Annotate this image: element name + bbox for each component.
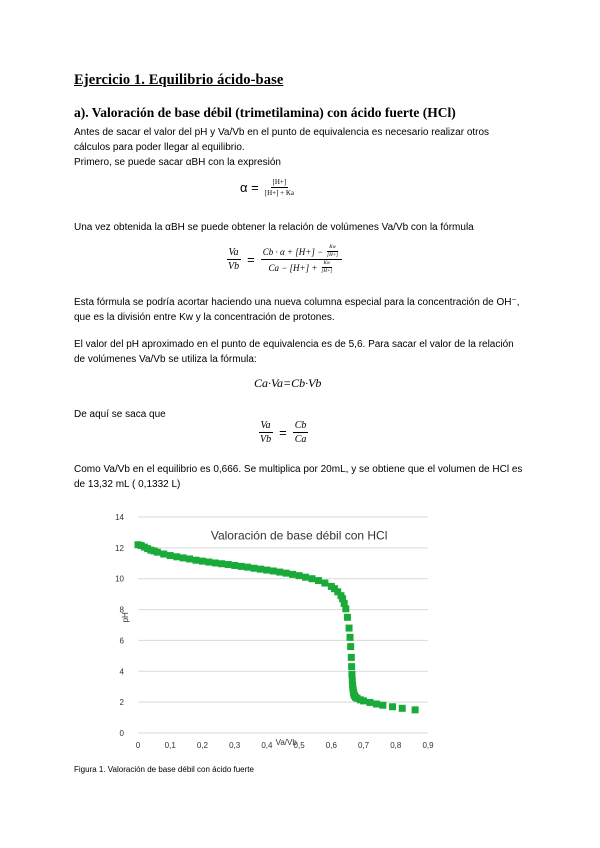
- data-point: [344, 614, 351, 621]
- paragraph-result: Como Va/Vb en el equilibrio es 0,666. Se multiplica por 20mL, y se obtiene que el volumen de HCl es de 13,32 mL ( 0,1332 L): [74, 464, 523, 490]
- y-tick-label: 0: [119, 729, 124, 738]
- volume-ratio-equation: $\frac{Va}{Vb}$ = Cb · α + [H+] − $\frac{Kw}{[H+]}$ Ca − [H+] + $\frac{Kw}{[H+]}$: [226, 245, 342, 274]
- chart-title: Valoración de base débil con HCl: [210, 528, 388, 543]
- data-point: [212, 559, 219, 566]
- data-point: [231, 562, 238, 569]
- y-tick-label: 2: [119, 698, 124, 708]
- paragraph-volume-ratio: Una vez obtenida la αBH se puede obtener la relación de volúmenes Va/Vb con la fórmula: [74, 222, 474, 233]
- simple-equation: Ca·Va=Cb·Vb: [254, 376, 322, 390]
- data-point: [347, 643, 354, 650]
- figure-caption: Figura 1. Valoración de base débil con ácido fuerte: [74, 765, 254, 774]
- data-point: [263, 567, 270, 574]
- data-point: [186, 555, 193, 562]
- data-point: [167, 552, 174, 559]
- data-point: [309, 575, 316, 582]
- data-point: [360, 697, 367, 704]
- x-tick-label: 0,1: [164, 741, 176, 750]
- data-point: [276, 569, 283, 576]
- y-tick-label: 12: [115, 543, 124, 553]
- data-point: [347, 634, 354, 641]
- y-tick-label: 14: [115, 513, 124, 522]
- data-point: [321, 580, 328, 587]
- page-heading: Ejercicio 1. Equilibrio ácido-base: [74, 72, 284, 88]
- data-point: [180, 554, 187, 561]
- data-point: [218, 560, 225, 567]
- data-point: [251, 565, 258, 572]
- data-point: [389, 703, 396, 710]
- y-tick-label: 8: [119, 605, 124, 615]
- y-tick-label: 10: [115, 574, 124, 584]
- data-point: [244, 564, 251, 571]
- x-tick-label: 0,2: [196, 741, 209, 750]
- paragraph-shorten: Esta fórmula se podría acortar haciendo una nueva columna especial para la concentración de OH⁻, que es la división entre Kw y la concentración de protones.: [74, 297, 520, 323]
- data-point: [367, 699, 374, 706]
- data-point: [302, 574, 309, 581]
- data-point: [296, 572, 303, 579]
- data-point: [199, 558, 206, 565]
- x-tick-label: 0,6: [325, 741, 337, 750]
- data-point: [348, 654, 355, 661]
- x-tick-label: 0: [135, 741, 141, 750]
- x-tick-label: 0,5: [293, 741, 305, 750]
- data-point: [205, 559, 212, 566]
- data-point: [348, 671, 355, 678]
- data-point: [257, 566, 264, 573]
- data-point: [315, 577, 322, 584]
- data-point: [173, 553, 180, 560]
- data-point: [342, 605, 349, 612]
- data-point: [348, 663, 355, 670]
- y-tick-label: 6: [119, 636, 124, 646]
- x-axis-label: Va/Vb: [275, 738, 297, 747]
- section-heading: a). Valoración de base débil (trimetilamina) con ácido fuerte (HCl): [74, 105, 456, 120]
- data-point: [412, 706, 419, 713]
- paragraph-intro: Antes de sacar el valor del pH y Va/Vb en el punto de equivalencia es necesario realizar otros cálculos para poder llegar al equilibrio. Primero, se puede sacar αBH con la expresión: [74, 127, 490, 168]
- y-tick-label: 4: [119, 667, 124, 677]
- data-point: [154, 549, 161, 556]
- paragraph-from-here: De aquí se saca que: [74, 409, 166, 420]
- data-point: [238, 563, 245, 570]
- x-tick-label: 0,8: [390, 741, 402, 750]
- x-tick-label: 0,9: [422, 741, 434, 750]
- data-point: [373, 700, 380, 707]
- data-point: [270, 568, 277, 575]
- y-axis-label: pH: [121, 612, 130, 623]
- x-tick-label: 0,4: [261, 741, 273, 750]
- data-point: [289, 571, 296, 578]
- data-point: [379, 702, 386, 709]
- ratio-equation: $\frac{Va}{Vb}$ = $\frac{Cb}{Ca}$: [260, 420, 307, 445]
- data-point: [346, 625, 353, 632]
- data-point: [160, 551, 167, 558]
- data-point: [399, 705, 406, 712]
- x-tick-label: 0,7: [357, 741, 370, 750]
- data-point: [225, 561, 232, 568]
- paragraph-ph-equivalence: El valor del pH aproximado en el punto de equivalencia es de 5,6. Para sacar el valor de la relación de volúmenes Va/Vb se utiliza la fórmula:: [74, 339, 514, 365]
- x-tick-label: 0,3: [229, 741, 241, 750]
- alpha-equation: α = $\frac{[H+]}{[H+] + Ka}$: [240, 178, 295, 197]
- data-point: [193, 557, 200, 564]
- data-point: [283, 570, 290, 577]
